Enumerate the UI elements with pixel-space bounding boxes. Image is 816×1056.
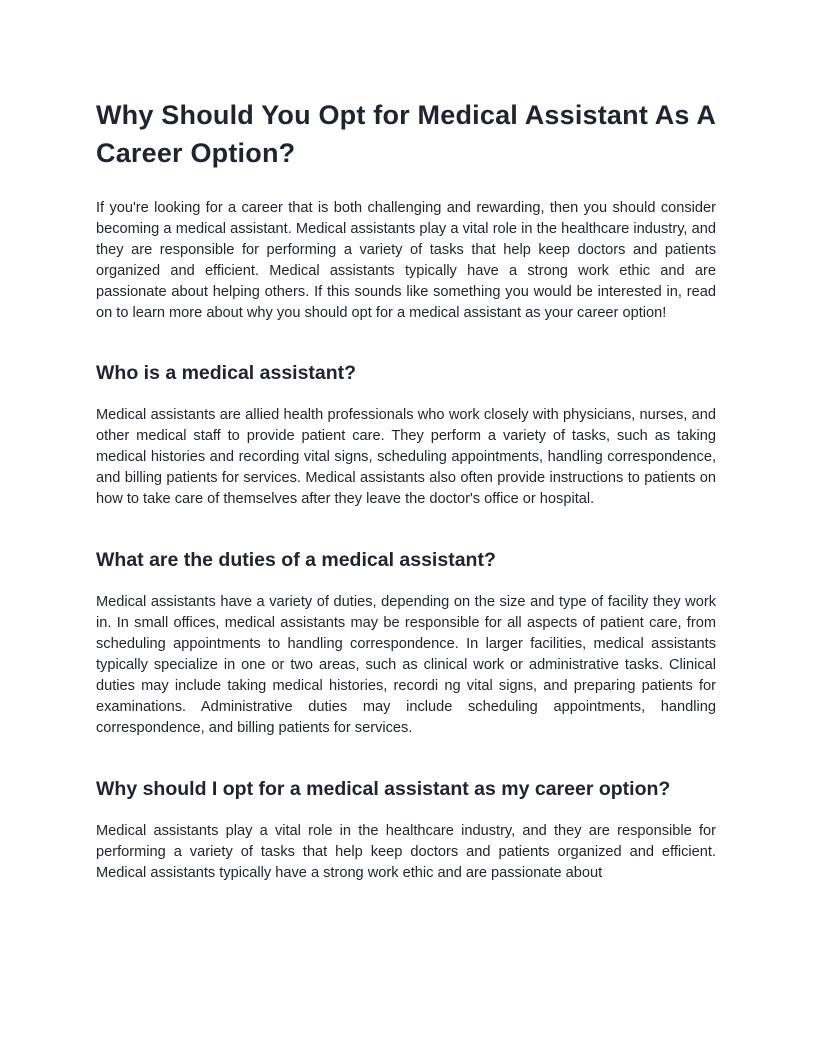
section-heading-why: Why should I opt for a medical assistant as my career option? [96, 778, 671, 800]
section-heading-duties: What are the duties of a medical assistant? [96, 549, 496, 571]
intro-paragraph: If you're looking for a career that is both challenging and rewarding, then you should consider becoming a medical assistant. Medical assistants play a vital role in the healthcare industry, and they are responsible for performing a variety of tasks that help keep doctors and patients organized and efficient. Medical assistants typically have a strong work ethic and are passionate about helping others. If this sounds like something you would be interested in, read on to learn more about why you should opt for a medical assistant as your career option! [96, 200, 716, 321]
section-body-who: Medical assistants are allied health professionals who work closely with physicians, nurses, and other medical staff to provide patient care. They perform a variety of tasks, such as taking medical histories and recording vital signs, scheduling appointments, handling correspondence, and billing patients for services. Medical assistants also often provide instructions to patients on how to take care of themselves after they leave the doctor's office or hospital. [96, 407, 716, 507]
section-body-why: Medical assistants play a vital role in the healthcare industry, and they are responsible for performing a variety of tasks that help keep doctors and patients organized and efficient. Medical assistants typically have a strong work ethic and are passionate about [96, 823, 716, 881]
document-page [96, 96, 716, 884]
document-title: Why Should You Opt for Medical Assistant As A Career Option? [96, 100, 716, 168]
section-heading-who: Who is a medical assistant? [96, 362, 357, 384]
section-body-duties: Medical assistants have a variety of duties, depending on the size and type of facility they work in. In small offices, medical assistants may be responsible for all aspects of patient care, from scheduling appointments to handling correspondence. In larger facilities, medical assistants typically specialize in one or two areas, such as clinical work or administrative tasks. Clinical duties may include taking medical histories, recordi ng vital signs, and preparing patients for examinations. Administrative duties may include scheduling appointments, handling correspondence, and billing patients for services. [96, 594, 716, 736]
